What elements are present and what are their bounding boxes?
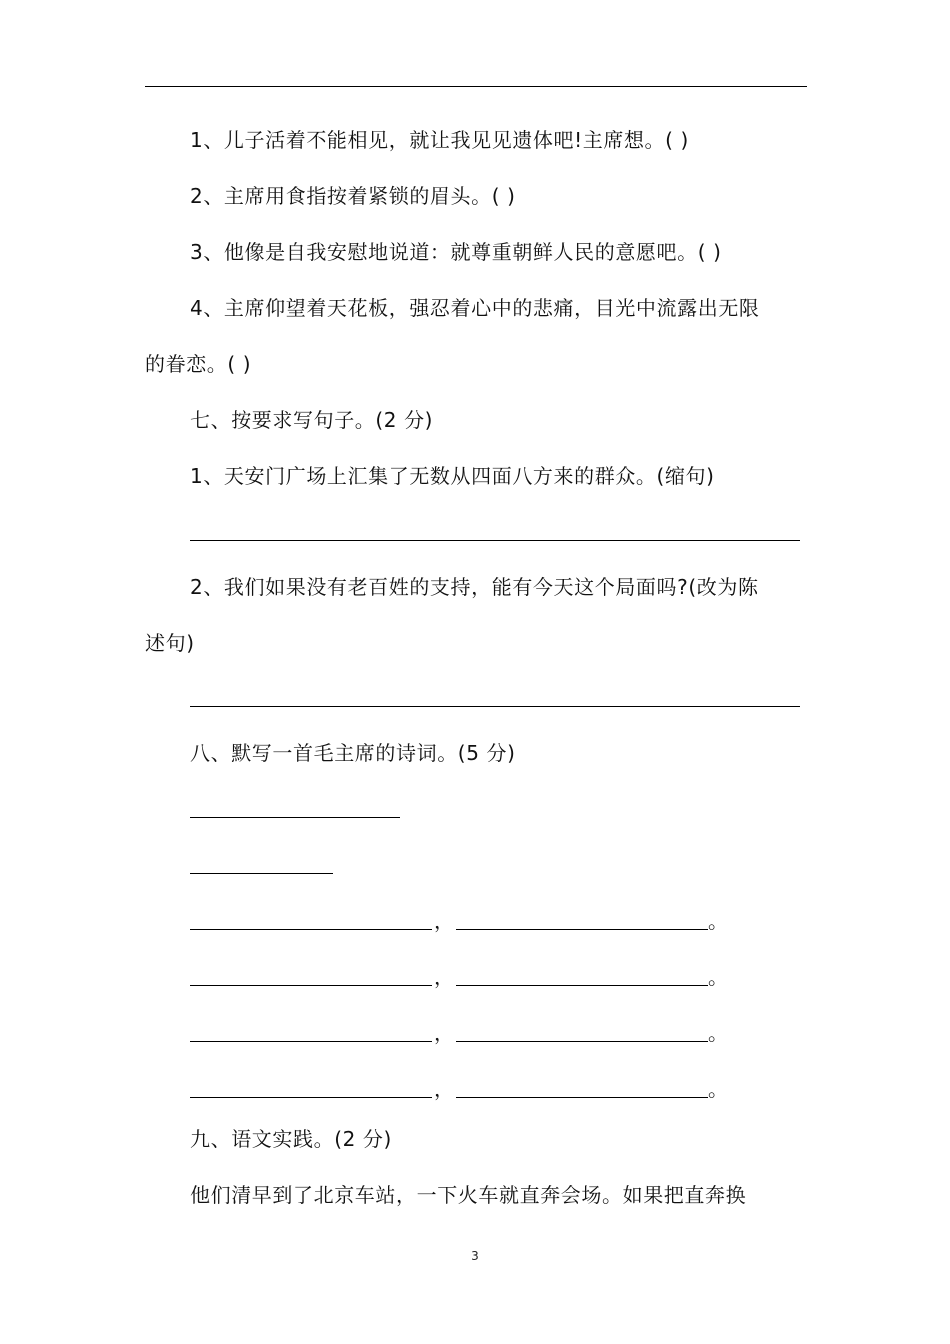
poem-title-line[interactable] bbox=[190, 817, 400, 818]
section-9-heading: 九、语文实践。(2 分) bbox=[190, 1127, 392, 1151]
question-7-item-2-cont: 述句) bbox=[145, 631, 195, 655]
poem-comma: ， bbox=[434, 965, 454, 989]
question-6-item-1: 1、儿子活着不能相见，就让我见见遗体吧!主席想。( ) bbox=[190, 128, 689, 152]
page-number: 3 bbox=[471, 1249, 479, 1263]
question-7-item-1: 1、天安门广场上汇集了无数从四面八方来的群众。(缩句) bbox=[190, 464, 715, 488]
question-6-item-4: 4、主席仰望着天花板，强忍着心中的悲痛，目光中流露出无限 bbox=[190, 296, 760, 320]
poem-period: 。 bbox=[708, 1077, 728, 1101]
answer-line[interactable] bbox=[190, 540, 800, 541]
question-7-item-2: 2、我们如果没有老百姓的支持，能有今天这个局面吗?(改为陈 bbox=[190, 575, 759, 599]
poem-comma: ， bbox=[434, 909, 454, 933]
poem-line-blank[interactable] bbox=[456, 985, 708, 986]
poem-period: 。 bbox=[708, 1021, 728, 1045]
poem-line-blank[interactable] bbox=[190, 1097, 432, 1098]
poem-line-blank[interactable] bbox=[190, 1041, 432, 1042]
poem-line-blank[interactable] bbox=[190, 929, 432, 930]
poem-line-blank[interactable] bbox=[190, 985, 432, 986]
section-9-body: 他们清早到了北京车站，一下火车就直奔会场。如果把直奔换 bbox=[190, 1183, 747, 1207]
poem-period: 。 bbox=[708, 965, 728, 989]
question-6-item-2: 2、主席用食指按着紧锁的眉头。( ) bbox=[190, 184, 516, 208]
poem-period: 。 bbox=[708, 909, 728, 933]
header-rule bbox=[145, 86, 807, 87]
poem-comma: ， bbox=[434, 1021, 454, 1045]
question-6-item-4-cont: 的眷恋。( ) bbox=[145, 352, 252, 376]
answer-line[interactable] bbox=[190, 706, 800, 707]
question-6-item-3: 3、他像是自我安慰地说道：就尊重朝鲜人民的意愿吧。( ) bbox=[190, 240, 722, 264]
poem-line-blank[interactable] bbox=[456, 929, 708, 930]
poem-line-blank[interactable] bbox=[456, 1097, 708, 1098]
poem-comma: ， bbox=[434, 1077, 454, 1101]
section-8-heading: 八、默写一首毛主席的诗词。(5 分) bbox=[190, 741, 516, 765]
poem-author-line[interactable] bbox=[190, 873, 333, 874]
section-7-heading: 七、按要求写句子。(2 分) bbox=[190, 408, 434, 432]
poem-line-blank[interactable] bbox=[456, 1041, 708, 1042]
